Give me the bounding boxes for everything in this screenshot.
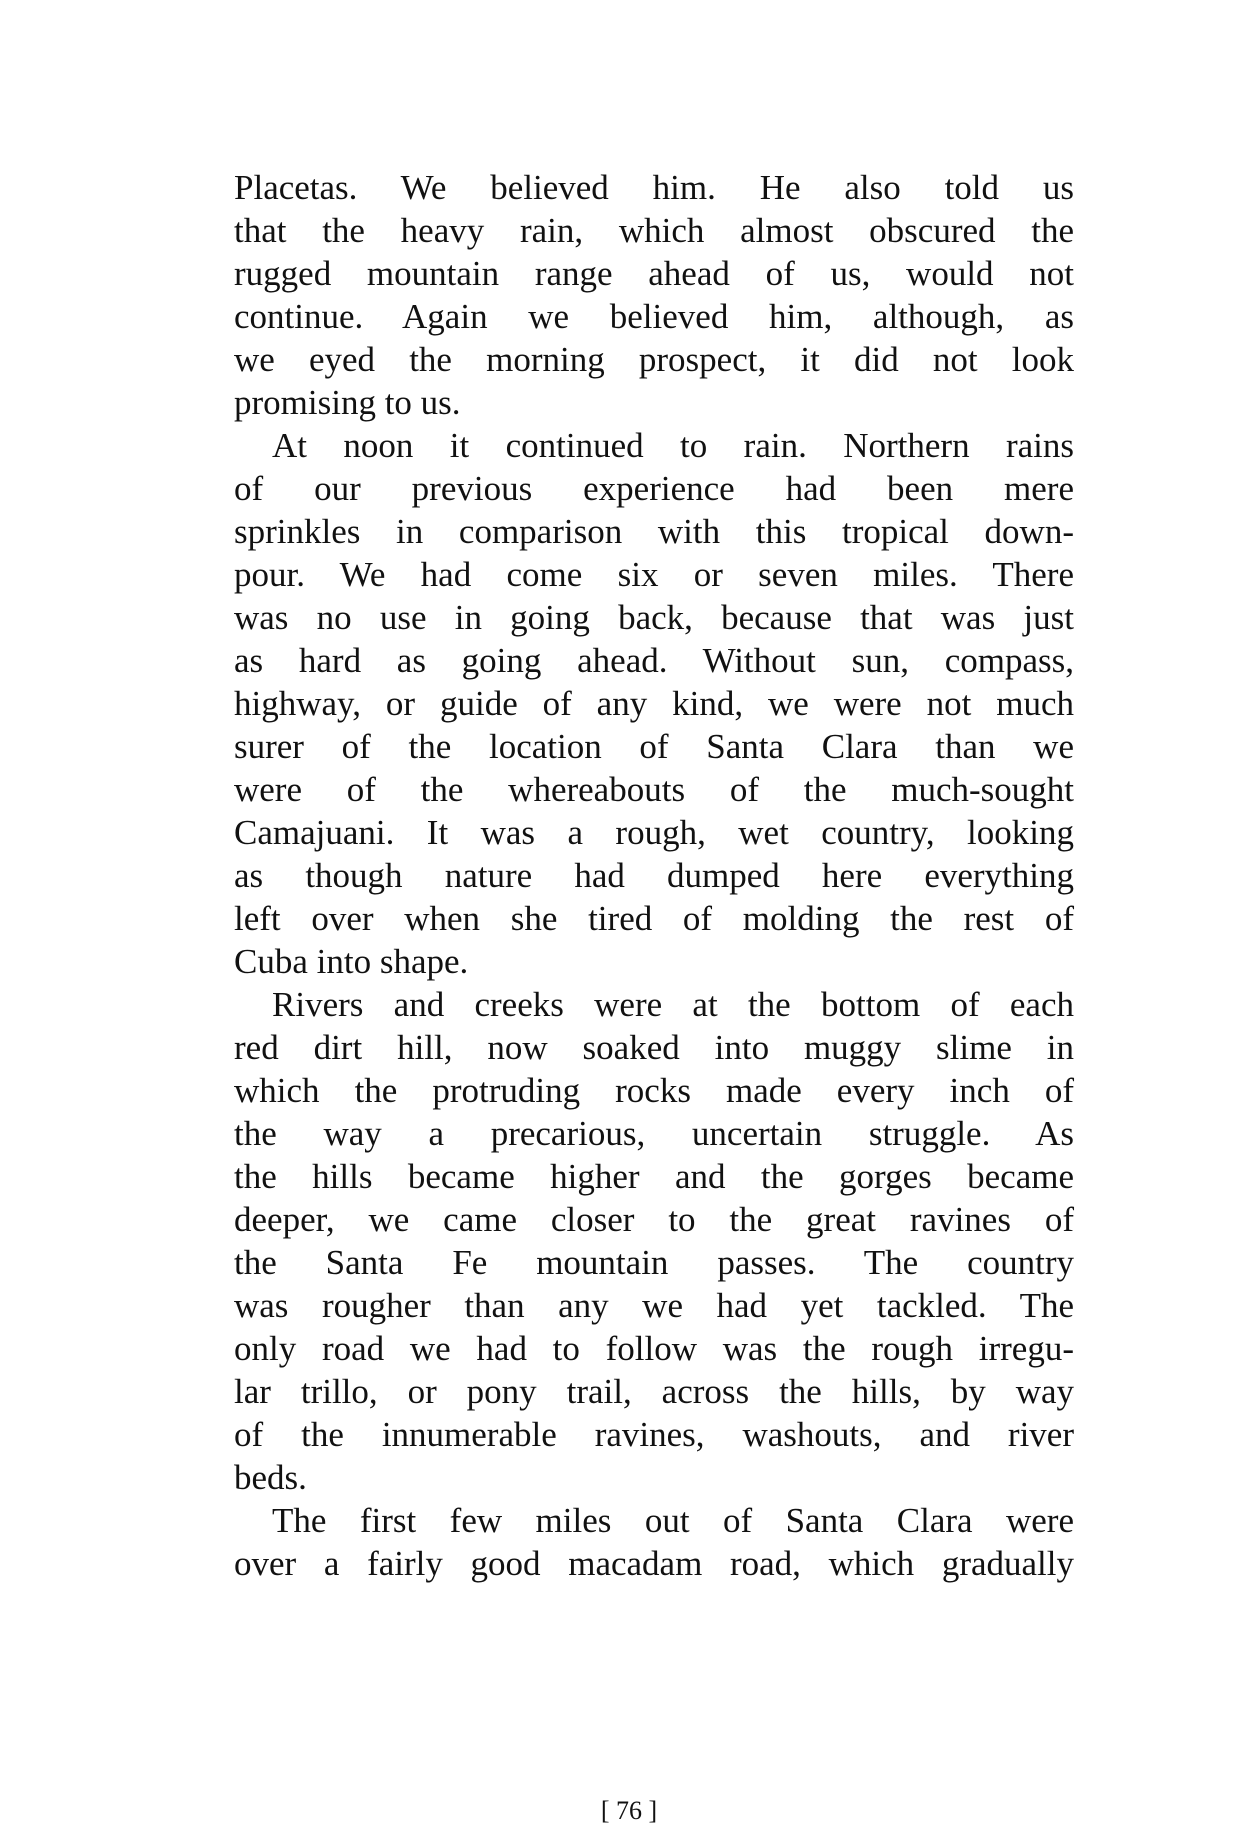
page-number: [ 76 ] xyxy=(600,1796,658,1825)
text-line: surer of the location of Santa Clara than we xyxy=(234,727,1074,766)
paragraph xyxy=(234,1499,1074,1585)
text-line: deeper, we came closer to the great ravines of xyxy=(234,1200,1074,1239)
text-line: only road we had to follow was the rough irregu- xyxy=(234,1329,1074,1368)
paragraph xyxy=(234,983,1074,1499)
text-line: as though nature had dumped here everything xyxy=(234,856,1074,895)
text-line: were of the whereabouts of the much-sought xyxy=(234,770,1074,809)
text-line: was rougher than any we had yet tackled. The xyxy=(234,1286,1074,1325)
text-line: we eyed the morning prospect, it did not look xyxy=(234,340,1074,379)
body-text xyxy=(234,166,1074,1585)
text-line: sprinkles in comparison with this tropical down- xyxy=(234,512,1074,551)
text-line: Cuba into shape. xyxy=(234,942,469,981)
text-line: over a fairly good macadam road, which gradually xyxy=(234,1544,1074,1583)
text-line: lar trillo, or pony trail, across the hills, by way xyxy=(234,1372,1074,1411)
text-line: highway, or guide of any kind, we were not much xyxy=(234,684,1074,723)
text-line: red dirt hill, now soaked into muggy slime in xyxy=(234,1028,1074,1067)
text-line: rugged mountain range ahead of us, would not xyxy=(234,254,1074,293)
text-line: the way a precarious, uncertain struggle. As xyxy=(234,1114,1074,1153)
text-line: beds. xyxy=(234,1458,307,1497)
text-line: Rivers and creeks were at the bottom of each xyxy=(272,985,1074,1024)
text-line: continue. Again we believed him, although, as xyxy=(234,297,1074,336)
text-line: The first few miles out of Santa Clara were xyxy=(272,1501,1074,1540)
text-line: of the innumerable ravines, washouts, and river xyxy=(234,1415,1074,1454)
text-line: Placetas. We believed him. He also told us xyxy=(234,168,1074,207)
text-line: promising to us. xyxy=(234,383,461,422)
text-line: the Santa Fe mountain passes. The country xyxy=(234,1243,1074,1282)
text-line: At noon it continued to rain. Northern rains xyxy=(272,426,1074,465)
paragraph xyxy=(234,166,1074,424)
paragraph xyxy=(234,424,1074,983)
text-line: of our previous experience had been mere xyxy=(234,469,1074,508)
text-line: which the protruding rocks made every inch of xyxy=(234,1071,1074,1110)
text-line: left over when she tired of molding the rest of xyxy=(234,899,1074,938)
text-line: the hills became higher and the gorges became xyxy=(234,1157,1074,1196)
text-line: Camajuani. It was a rough, wet country, looking xyxy=(234,813,1074,852)
text-line: that the heavy rain, which almost obscured the xyxy=(234,211,1074,250)
text-line: pour. We had come six or seven miles. There xyxy=(234,555,1074,594)
text-line: was no use in going back, because that was just xyxy=(234,598,1074,637)
text-line: as hard as going ahead. Without sun, compass, xyxy=(234,641,1074,680)
